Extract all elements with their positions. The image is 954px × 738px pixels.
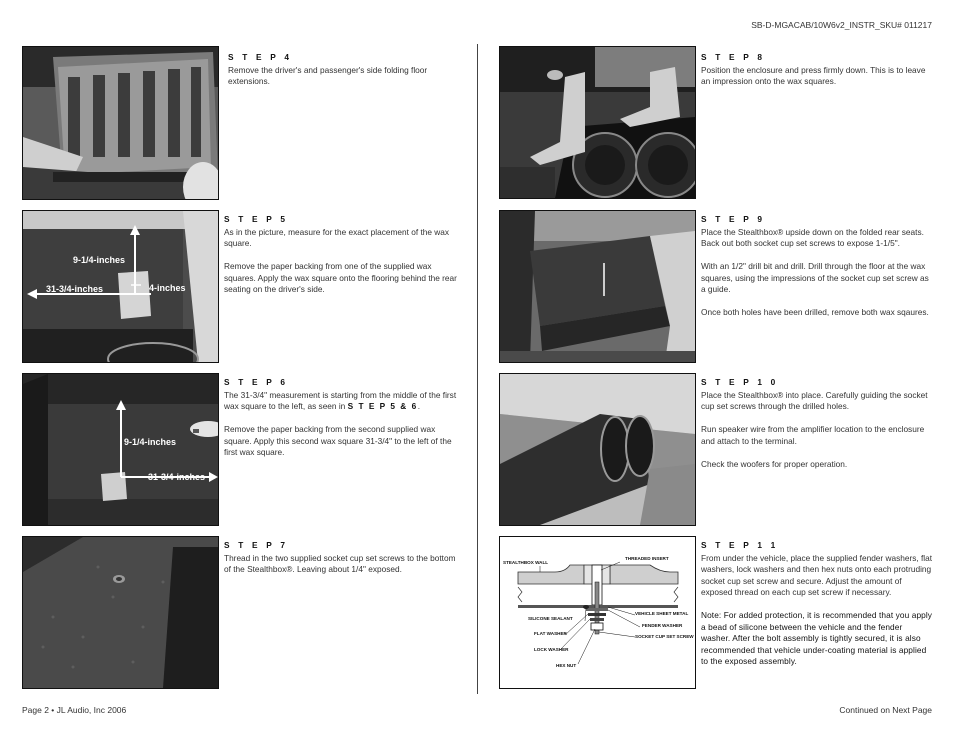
- step9-text: [701, 214, 933, 319]
- step7-photo: [22, 536, 219, 689]
- step11-text: [701, 540, 933, 668]
- label-socket-cup-set-screw: SOCKET CUP SET SCREW: [635, 634, 694, 639]
- step6-body-1: The 31-3/4" measurement is starting from the middle of the first wax square to the left, as seen in: [224, 389, 457, 411]
- step9-body-3: Once both holes have been drilled, remove both wax sqaures.: [701, 307, 929, 317]
- step6-text: [224, 377, 458, 459]
- label-hex-nut: HEX NUT: [556, 663, 577, 668]
- step8-text: [701, 52, 933, 88]
- label-vehicle-sheet-metal: VEHICLE SHEET METAL: [635, 611, 689, 616]
- label-stealthbox-wall: STEALTHBOX WALL: [503, 560, 549, 565]
- step8-photo: [499, 46, 696, 199]
- footer-continued: Continued on Next Page: [839, 705, 932, 715]
- step10-body-2: Run speaker wire from the amplifier location to the enclosure and attach to the terminal.: [701, 424, 925, 446]
- step5-body-2: Remove the paper backing from one of the supplied wax squares. Apply the wax square onto the flooring behind the rear seating on the driver's side.: [224, 261, 457, 294]
- step6-label-a: 9-1/4-inches: [124, 437, 177, 447]
- step11-diagram: [499, 536, 696, 689]
- step9-body-2: With an 1/2" drill bit and drill. Drill through the floor at the wax squares, using the impressions of the socket cup set screw as a guide.: [701, 261, 929, 294]
- step5-label-a: 9-1/4-inches: [73, 255, 126, 265]
- step5-label-b: 31-3/4-inches: [46, 284, 104, 294]
- step4-text: [228, 52, 458, 88]
- step5-title: S T E P 5: [224, 214, 289, 224]
- step11-note: Note: For added protection, it is recommended that you apply a bead of silicone between the vehicle and the fender washer. After the bolt assembly is tightly secured, it is also recommended that vehicle under-coating material is applied to the exposed assembly.: [701, 610, 933, 666]
- step6-photo: [22, 373, 219, 526]
- step9-body-1: Place the Stealthbox® upside down on the folded rear seats. Back out both socket cup set screws to expose 1-1/5".: [701, 226, 924, 248]
- label-silicone-sealant: SILICONE SEALANT: [528, 616, 573, 621]
- step7-text: [224, 540, 458, 576]
- step10-text: [701, 377, 933, 470]
- step4-photo: [22, 46, 219, 200]
- label-lock-washer: LOCK WASHER: [534, 647, 569, 652]
- step10-title: S T E P 1 0: [701, 377, 779, 387]
- step4-body: Remove the driver's and passenger's side folding floor extensions.: [228, 64, 428, 86]
- step5-photo: [22, 210, 219, 363]
- step9-photo: [499, 210, 696, 363]
- step7-title: S T E P 7: [224, 540, 289, 550]
- column-divider: [477, 44, 478, 694]
- step11-title: S T E P 1 1: [701, 540, 779, 550]
- step8-body: Position the enclosure and press firmly down. This is to leave an impression onto the wax squares.: [701, 64, 926, 86]
- step5-body-1: As in the picture, measure for the exact placement of the wax square.: [224, 226, 450, 248]
- step7-body: Thread in the two supplied socket cup set screws to the bottom of the Stealthbox®. Leaving about 1/4" exposed.: [224, 552, 456, 574]
- step10-photo: [499, 373, 696, 526]
- footer-page: Page 2 • JL Audio, Inc 2006: [22, 705, 127, 715]
- step6-body-1-end: .: [417, 401, 420, 411]
- step6-step-ref: S T E P 5 & 6: [347, 401, 418, 411]
- step10-body-3: Check the woofers for proper operation.: [701, 458, 848, 469]
- label-flat-washer: FLAT WASHER: [534, 631, 567, 636]
- step4-title: S T E P 4: [228, 52, 293, 62]
- label-fender-washer: FENDER WASHER: [642, 623, 683, 628]
- step5-label-c: 4-inches: [149, 283, 186, 293]
- document-id: SB-D-MGACAB/10W6v2_INSTR_SKU# 011217: [751, 20, 932, 30]
- step6-body-2: Remove the paper backing from the second supplied wax square. Apply this second wax square 31-3/4" to the left of the first wax square.: [224, 424, 452, 457]
- step10-body-1: Place the Stealthbox® into place. Carefully guiding the socket cup set screws through the drilled holes.: [701, 389, 928, 411]
- step9-title: S T E P 9: [701, 214, 766, 224]
- step5-text: [224, 214, 458, 296]
- step11-body: From under the vehicle, place the supplied fender washers, flat washers, lock washers and then hex nuts onto each protruding socket cup set screw and secure. Adjust the amount of exposed thread on each cup set screw if necessary.: [701, 552, 933, 597]
- step6-title: S T E P 6: [224, 377, 289, 387]
- step8-title: S T E P 8: [701, 52, 766, 62]
- step6-label-b: 31-3/4-inches: [148, 472, 206, 482]
- label-threaded-insert: THREADED INSERT: [625, 556, 669, 561]
